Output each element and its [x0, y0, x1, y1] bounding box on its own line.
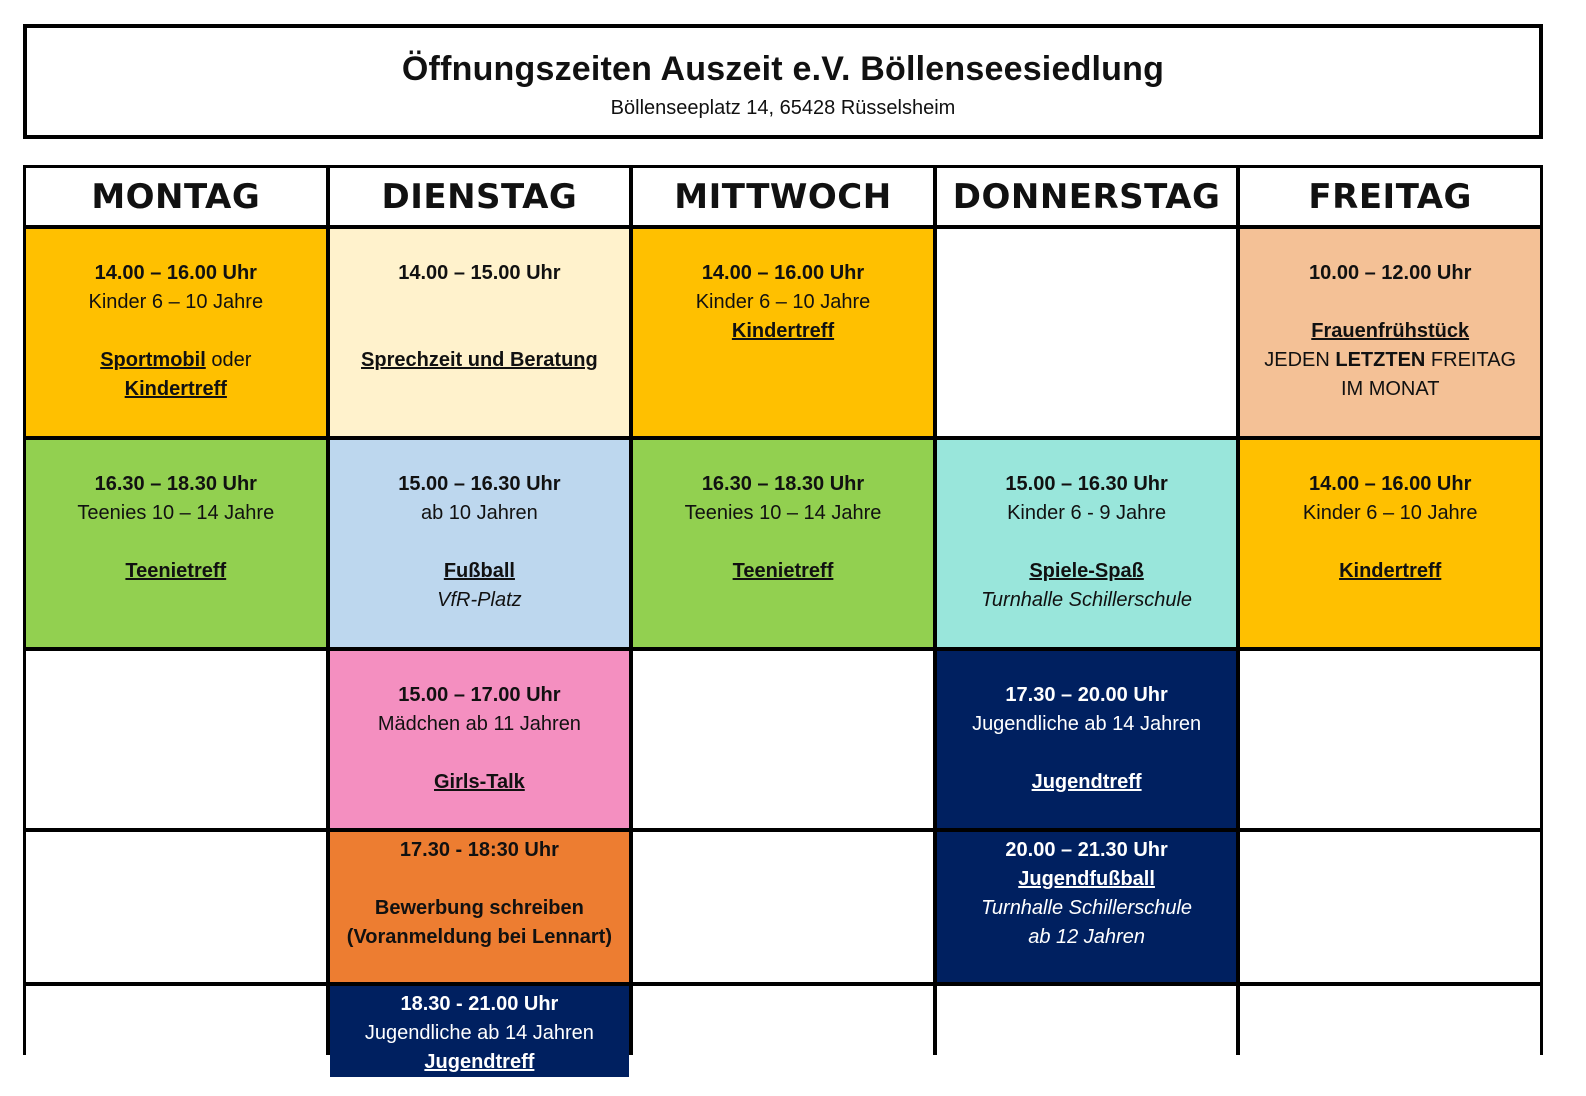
slot-time: 17.30 - 18:30 Uhr [399, 839, 559, 861]
slot-wednesday-3-empty [633, 651, 933, 828]
schedule-table [23, 165, 1543, 1073]
spacer [937, 739, 1237, 768]
spacer [26, 528, 326, 557]
slot-thursday-4 [937, 832, 1237, 982]
slot-program: Jugendfußball [1018, 868, 1155, 890]
spacer [1240, 288, 1540, 317]
slot-note [1240, 346, 1540, 375]
slot-wednesday-1 [633, 229, 933, 436]
slot-friday-5-empty [1240, 986, 1540, 1077]
slot-friday-2 [1240, 440, 1540, 647]
slot-wednesday-4-empty [633, 832, 933, 982]
slot-place: VfR-Platz [437, 589, 522, 611]
spacer [633, 528, 933, 557]
slot-tuesday-1 [330, 229, 630, 436]
day-header-thursday: DONNERSTAG [937, 168, 1237, 225]
slot-program: Teenietreff [125, 560, 227, 582]
spacer [330, 317, 630, 346]
slot-thursday-5-empty [937, 986, 1237, 1077]
spacer [330, 865, 630, 894]
spacer [26, 317, 326, 346]
slot-thursday-3 [937, 651, 1237, 828]
day-header-friday: FREITAG [1240, 168, 1540, 225]
slot-conjunction: oder [205, 349, 252, 371]
slot-monday-3-empty [26, 651, 326, 828]
slot-time: 15.00 – 17.00 Uhr [398, 684, 561, 706]
spacer [330, 288, 630, 317]
slot-tuesday-5 [330, 986, 630, 1077]
spacer [330, 739, 630, 768]
spacer [330, 528, 630, 557]
note-emphasis: LETZTEN [1335, 349, 1426, 371]
slot-friday-3-empty [1240, 651, 1540, 828]
slot-time: 14.00 – 16.00 Uhr [94, 262, 257, 284]
slot-program: Jugendtreff [424, 1051, 535, 1073]
slot-program: Kindertreff [124, 378, 227, 400]
slot-time: 15.00 – 16.30 Uhr [398, 473, 561, 495]
day-header-wednesday: MITTWOCH [633, 168, 933, 225]
slot-place: Turnhalle Schillerschule [981, 897, 1193, 919]
header-box [23, 24, 1543, 139]
slot-program: Teenietreff [732, 560, 834, 582]
slot-group: Jugendliche ab 14 Jahren [972, 713, 1202, 735]
slot-group: ab 10 Jahren [421, 502, 538, 524]
slot-thursday-1-empty [937, 229, 1237, 436]
slot-place: Turnhalle Schillerschule [981, 589, 1193, 611]
slot-monday-1 [26, 229, 326, 436]
slot-time: 16.30 – 18.30 Uhr [701, 473, 865, 495]
slot-monday-5-empty [26, 986, 326, 1077]
slot-wednesday-2 [633, 440, 933, 647]
address: Böllenseeplatz 14, 65428 Rüsselsheim [610, 97, 956, 119]
slot-program: Jugendtreff [1031, 771, 1142, 793]
slot-group: Teenies 10 – 14 Jahre [684, 502, 882, 524]
slot-program: Sprechzeit und Beratung [361, 349, 598, 371]
slot-time: 14.00 – 16.00 Uhr [701, 262, 865, 284]
slot-program: Spiele-Spaß [1029, 560, 1144, 582]
slot-time: 17.30 – 20.00 Uhr [1005, 684, 1168, 706]
slot-note: (Voranmeldung bei Lennart) [346, 926, 612, 948]
slot-time: 14.00 – 15.00 Uhr [398, 262, 561, 284]
slot-program: Bewerbung schreiben [374, 897, 584, 919]
page-title: Öffnungszeiten Auszeit e.V. Böllenseesiedlung [401, 50, 1165, 88]
note-part: FREITAG [1425, 349, 1517, 371]
slot-monday-2 [26, 440, 326, 647]
slot-time: 20.00 – 21.30 Uhr [1005, 839, 1168, 861]
slot-monday-4-empty [26, 832, 326, 982]
slot-group: Kinder 6 – 10 Jahre [1302, 502, 1478, 524]
slot-time: 18.30 - 21.00 Uhr [400, 993, 559, 1015]
spacer [1240, 528, 1540, 557]
slot-time: 16.30 – 18.30 Uhr [94, 473, 257, 495]
spacer [937, 528, 1237, 557]
slot-note: IM MONAT [1340, 378, 1440, 400]
slot-tuesday-3 [330, 651, 630, 828]
slot-group: Kinder 6 – 10 Jahre [695, 291, 871, 313]
slot-friday-4-empty [1240, 832, 1540, 982]
slot-age: ab 12 Jahren [1028, 926, 1145, 948]
slot-group: Mädchen ab 11 Jahren [377, 713, 581, 735]
slot-wednesday-5-empty [633, 986, 933, 1077]
slot-thursday-2 [937, 440, 1237, 647]
slot-group: Teenies 10 – 14 Jahre [77, 502, 275, 524]
slot-time: 10.00 – 12.00 Uhr [1309, 262, 1472, 284]
slot-time: 15.00 – 16.30 Uhr [1005, 473, 1168, 495]
slot-program-line [26, 346, 326, 375]
slot-program: Kindertreff [1339, 560, 1442, 582]
day-header-tuesday: DIENSTAG [330, 168, 630, 225]
slot-friday-1 [1240, 229, 1540, 436]
slot-program: Sportmobil [100, 349, 206, 371]
slot-time: 14.00 – 16.00 Uhr [1309, 473, 1472, 495]
slot-group: Kinder 6 – 10 Jahre [88, 291, 264, 313]
slot-tuesday-4 [330, 832, 630, 982]
slot-tuesday-2 [330, 440, 630, 647]
slot-group: Kinder 6 - 9 Jahre [1007, 502, 1167, 524]
slot-program: Fußball [443, 560, 515, 582]
slot-program: Frauenfrühstück [1311, 320, 1470, 342]
day-header-monday: MONTAG [26, 168, 326, 225]
slot-program: Girls-Talk [434, 771, 525, 793]
slot-program: Kindertreff [731, 320, 835, 342]
note-part: JEDEN [1264, 349, 1336, 371]
slot-group: Jugendliche ab 14 Jahren [364, 1022, 594, 1044]
